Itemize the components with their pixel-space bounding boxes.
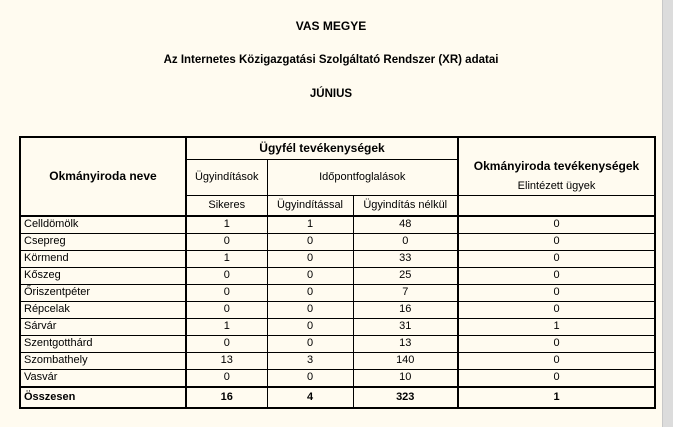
without-case-cell: 25 bbox=[353, 267, 458, 284]
header-successful: Sikeres bbox=[186, 195, 267, 216]
completed-cell: 0 bbox=[458, 301, 655, 318]
with-case-cell: 0 bbox=[267, 233, 353, 250]
header-office-activities: Okmányiroda tevékenységek bbox=[458, 137, 655, 195]
completed-cell: 0 bbox=[458, 352, 655, 369]
county-title: VAS MEGYE bbox=[295, 19, 367, 33]
table-row bbox=[20, 216, 655, 234]
with-case-cell: 0 bbox=[267, 301, 353, 318]
without-case-cell: 140 bbox=[353, 352, 458, 369]
completed-cell: 0 bbox=[458, 284, 655, 301]
office-name-cell: Kőszeg bbox=[20, 267, 186, 284]
without-case-cell: 0 bbox=[353, 233, 458, 250]
total-successful: 16 bbox=[186, 387, 267, 408]
header-office-name: Okmányiroda neve bbox=[20, 137, 186, 216]
office-name-cell: Körmend bbox=[20, 250, 186, 267]
office-name-cell: Szombathely bbox=[20, 352, 186, 369]
with-case-cell: 3 bbox=[267, 352, 353, 369]
without-case-cell: 7 bbox=[353, 284, 458, 301]
with-case-cell: 0 bbox=[267, 369, 353, 387]
with-case-cell: 0 bbox=[267, 335, 353, 352]
with-case-cell: 0 bbox=[267, 267, 353, 284]
table-row bbox=[20, 284, 655, 301]
table-row bbox=[20, 250, 655, 267]
successful-cell: 0 bbox=[186, 284, 267, 301]
completed-cell: 0 bbox=[458, 267, 655, 284]
successful-cell: 0 bbox=[186, 233, 267, 250]
without-case-cell: 13 bbox=[353, 335, 458, 352]
completed-cell: 0 bbox=[458, 369, 655, 387]
header-with-case: Ügyindítással bbox=[267, 195, 353, 216]
total-with-case: 4 bbox=[267, 387, 353, 408]
header-client-activities: Ügyfél tevékenységek bbox=[186, 137, 458, 159]
with-case-cell: 0 bbox=[267, 284, 353, 301]
office-name-cell: Csepreg bbox=[20, 233, 186, 250]
table-row bbox=[20, 267, 655, 284]
header-completed-cases-label: Elintézett ügyek bbox=[517, 179, 596, 192]
with-case-cell: 0 bbox=[267, 250, 353, 267]
table-row bbox=[20, 301, 655, 318]
successful-cell: 0 bbox=[186, 335, 267, 352]
with-case-cell: 1 bbox=[267, 216, 353, 234]
without-case-cell: 10 bbox=[353, 369, 458, 387]
total-label: Összesen bbox=[20, 387, 186, 408]
successful-cell: 1 bbox=[186, 216, 267, 234]
header-case-initiations: Ügyindítások bbox=[186, 159, 267, 195]
without-case-cell: 33 bbox=[353, 250, 458, 267]
table-row bbox=[20, 233, 655, 250]
successful-cell: 13 bbox=[186, 352, 267, 369]
office-name-cell: Szentgotthárd bbox=[20, 335, 186, 352]
header-appointments: Időpontfoglalások bbox=[267, 159, 458, 195]
table-row bbox=[20, 369, 655, 387]
month-title: JÚNIUS bbox=[309, 88, 353, 100]
total-without-case: 323 bbox=[353, 387, 458, 408]
successful-cell: 1 bbox=[186, 250, 267, 267]
completed-cell: 1 bbox=[458, 318, 655, 335]
without-case-cell: 16 bbox=[353, 301, 458, 318]
table-row bbox=[20, 318, 655, 335]
report-subtitle: Az Internetes Közigazgatási Szolgáltató Rendszer (XR) adatai bbox=[163, 54, 499, 66]
office-name-cell: Sárvár bbox=[20, 318, 186, 335]
office-name-cell: Őriszentpéter bbox=[20, 284, 186, 301]
successful-cell: 0 bbox=[186, 267, 267, 284]
office-name-cell: Celldömölk bbox=[20, 216, 186, 234]
office-name-cell: Vasvár bbox=[20, 369, 186, 387]
successful-cell: 0 bbox=[186, 301, 267, 318]
completed-cell: 0 bbox=[458, 216, 655, 234]
completed-cell: 0 bbox=[458, 335, 655, 352]
without-case-cell: 31 bbox=[353, 318, 458, 335]
total-completed: 1 bbox=[458, 387, 655, 408]
header-completed-cases bbox=[458, 179, 655, 216]
office-name-cell: Répcelak bbox=[20, 301, 186, 318]
with-case-cell: 0 bbox=[267, 318, 353, 335]
successful-cell: 0 bbox=[186, 369, 267, 387]
window-edge bbox=[662, 0, 673, 427]
statistics-table bbox=[19, 136, 656, 409]
table-row bbox=[20, 352, 655, 369]
completed-cell: 0 bbox=[458, 250, 655, 267]
table-row bbox=[20, 335, 655, 352]
without-case-cell: 48 bbox=[353, 216, 458, 234]
completed-cell: 0 bbox=[458, 233, 655, 250]
header-without-case: Ügyindítás nélkül bbox=[353, 195, 458, 216]
successful-cell: 1 bbox=[186, 318, 267, 335]
